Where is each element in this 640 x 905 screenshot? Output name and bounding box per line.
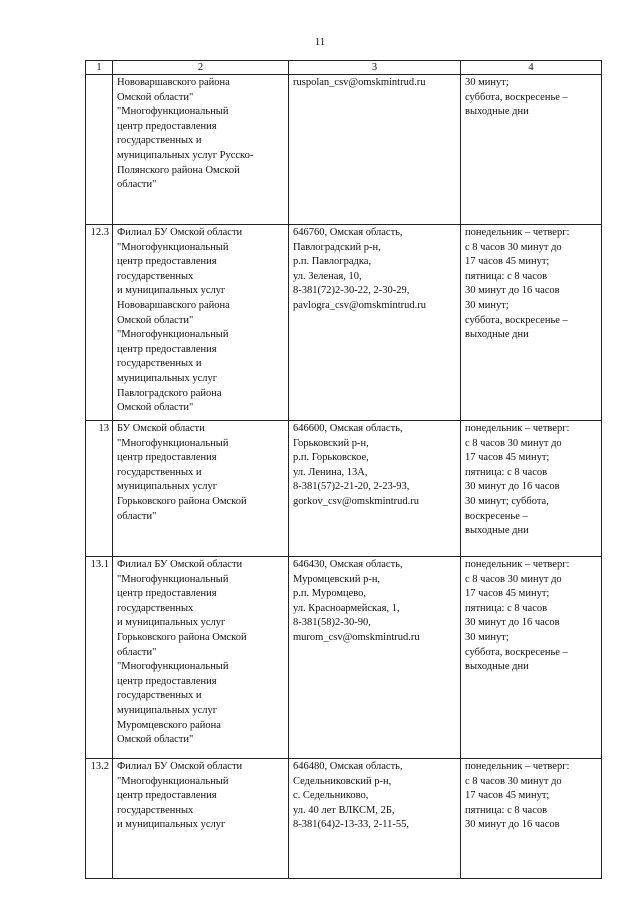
- organization-line: "Многофункциональный: [117, 106, 229, 118]
- hours-cell: [461, 225, 602, 421]
- contact-line: Муромцевский р-н,: [293, 573, 381, 585]
- hours-line: пятница: с 8 часов: [465, 270, 548, 282]
- organization-line: Муромцевского района: [117, 719, 221, 731]
- organization-line: Омской области": [117, 402, 194, 414]
- organization-line: государственных: [117, 602, 194, 614]
- organization-line: муниципальных услуг: [117, 704, 218, 716]
- hours-cell: [461, 75, 602, 225]
- contact-line: Седельниковский р-н,: [293, 775, 392, 787]
- row-number-cell: 12.3: [86, 225, 113, 421]
- organization-line: государственных и: [117, 135, 202, 147]
- hours-line: суббота, воскресенье –: [465, 91, 568, 103]
- organization-line: центр предоставления: [117, 790, 217, 802]
- organization-line: государственных и: [117, 358, 202, 370]
- contact-line: Горьковский р-н,: [293, 437, 369, 449]
- organization-line: Нововаршавского района: [117, 77, 230, 88]
- organization-line: Горьковского района Омской: [117, 495, 247, 507]
- contact-line: 8-381(64)2-13-33, 2-11-55,: [293, 819, 409, 831]
- hours-line: выходные дни: [465, 525, 529, 537]
- contact-line: ул. 40 лет ВЛКСМ, 2Б,: [293, 804, 395, 816]
- hours-line: понедельник – четверг:: [465, 423, 570, 434]
- header-row: [86, 61, 602, 75]
- organization-line: центр предоставления: [117, 343, 217, 355]
- organization-line: и муниципальных услуг: [117, 819, 226, 831]
- organization-line: БУ Омской области: [117, 423, 205, 434]
- table-row: [86, 225, 602, 421]
- organization-cell: [113, 421, 289, 557]
- row-number-cell: 13.1: [86, 557, 113, 759]
- contact-line: ruspolan_csv@omskmintrud.ru: [293, 77, 426, 88]
- contact-cell: [289, 421, 461, 557]
- contact-cell: [289, 759, 461, 879]
- organization-line: Омской области": [117, 734, 194, 746]
- contact-line: 646430, Омская область,: [293, 559, 403, 570]
- contact-line: 646600, Омская область,: [293, 423, 403, 434]
- services-table: [85, 60, 602, 879]
- organization-line: "Многофункциональный: [117, 437, 229, 449]
- organization-line: государственных: [117, 270, 194, 282]
- contact-line: 646480, Омская область,: [293, 761, 403, 772]
- contact-line: pavlogra_csv@omskmintrud.ru: [293, 299, 427, 311]
- hours-line: 30 минут;: [465, 299, 509, 311]
- hours-line: с 8 часов 30 минут до: [465, 573, 562, 585]
- organization-line: муниципальных услуг: [117, 372, 218, 384]
- hours-line: пятница: с 8 часов: [465, 466, 548, 478]
- hours-cell: [461, 759, 602, 879]
- row-number-cell: 13: [86, 421, 113, 557]
- contact-line: Павлоградский р-н,: [293, 241, 381, 253]
- hours-line: 17 часов 45 минут;: [465, 790, 550, 802]
- contact-line: 646760, Омская область,: [293, 227, 403, 238]
- organization-line: Нововаршавского района: [117, 299, 230, 311]
- organization-line: области": [117, 510, 157, 522]
- hours-line: суббота, воскресенье –: [465, 646, 568, 658]
- hours-line: понедельник – четверг:: [465, 761, 570, 772]
- hours-line: с 8 часов 30 минут до: [465, 437, 562, 449]
- hours-cell: [461, 421, 602, 557]
- contact-line: с. Седельниково,: [293, 790, 369, 802]
- hours-line: 30 минут;: [465, 77, 509, 88]
- organization-line: Филиал БУ Омской области: [117, 227, 243, 238]
- contact-line: ул. Зеленая, 10,: [293, 270, 362, 282]
- row-number-cell: [86, 75, 113, 225]
- hours-line: 30 минут до 16 часов: [465, 617, 560, 629]
- organization-line: центр предоставления: [117, 256, 217, 268]
- organization-line: области": [117, 646, 157, 658]
- organization-line: государственных и: [117, 690, 202, 702]
- organization-line: Горьковского района Омской: [117, 631, 247, 643]
- header-col-4: 4: [461, 61, 602, 75]
- hours-line: понедельник – четверг:: [465, 559, 570, 570]
- organization-line: Павлоградского района: [117, 387, 222, 399]
- organization-line: Омской области": [117, 314, 194, 326]
- hours-line: с 8 часов 30 минут до: [465, 775, 562, 787]
- hours-line: 17 часов 45 минут;: [465, 452, 550, 464]
- hours-line: выходные дни: [465, 661, 529, 673]
- contact-line: murom_csv@omskmintrud.ru: [293, 631, 420, 643]
- contact-line: ул. Красноармейская, 1,: [293, 602, 400, 614]
- hours-line: 30 минут; суббота,: [465, 495, 549, 507]
- organization-line: центр предоставления: [117, 675, 217, 687]
- organization-line: Полянского района Омской: [117, 164, 240, 176]
- contact-line: ул. Ленина, 13А,: [293, 466, 368, 478]
- organization-line: государственных: [117, 804, 194, 816]
- hours-line: пятница: с 8 часов: [465, 804, 548, 816]
- contact-line: gorkov_csv@omskmintrud.ru: [293, 495, 420, 507]
- hours-line: 30 минут;: [465, 631, 509, 643]
- organization-cell: [113, 557, 289, 759]
- organization-line: центр предоставления: [117, 120, 217, 132]
- hours-line: 30 минут до 16 часов: [465, 481, 560, 493]
- hours-line: понедельник – четверг:: [465, 227, 570, 238]
- hours-line: 17 часов 45 минут;: [465, 588, 550, 600]
- organization-line: Омской области": [117, 91, 194, 103]
- organization-line: "Многофункциональный: [117, 329, 229, 341]
- contact-cell: [289, 75, 461, 225]
- contact-line: 8-381(58)2-30-90,: [293, 617, 371, 629]
- contact-line: р.п. Муромцево,: [293, 588, 367, 600]
- hours-line: воскресенье –: [465, 510, 528, 522]
- organization-line: Филиал БУ Омской области: [117, 559, 243, 570]
- row-number-cell: 13.2: [86, 759, 113, 879]
- organization-cell: [113, 75, 289, 225]
- contact-cell: [289, 225, 461, 421]
- contact-cell: [289, 557, 461, 759]
- organization-line: и муниципальных услуг: [117, 285, 226, 297]
- table-row: [86, 557, 602, 759]
- organization-line: области": [117, 179, 157, 191]
- hours-line: с 8 часов 30 минут до: [465, 241, 562, 253]
- hours-line: суббота, воскресенье –: [465, 314, 568, 326]
- contact-line: р.п. Горьковское,: [293, 452, 369, 464]
- hours-line: выходные дни: [465, 106, 529, 118]
- hours-line: 30 минут до 16 часов: [465, 285, 560, 297]
- organization-line: государственных и: [117, 466, 202, 478]
- organization-line: центр предоставления: [117, 588, 217, 600]
- header-col-2: 2: [113, 61, 289, 75]
- organization-line: муниципальных услуг: [117, 481, 218, 493]
- table-row: [86, 759, 602, 879]
- organization-line: Филиал БУ Омской области: [117, 761, 243, 772]
- organization-cell: [113, 759, 289, 879]
- hours-line: 30 минут до 16 часов: [465, 819, 560, 831]
- contact-line: 8-381(72)2-30-22, 2-30-29,: [293, 285, 410, 297]
- contact-line: р.п. Павлоградка,: [293, 256, 372, 268]
- organization-line: и муниципальных услуг: [117, 617, 226, 629]
- organization-line: "Многофункциональный: [117, 661, 229, 673]
- table-row: [86, 75, 602, 225]
- organization-line: муниципальных услуг Русско-: [117, 149, 254, 161]
- organization-line: "Многофункциональный: [117, 241, 229, 253]
- hours-cell: [461, 557, 602, 759]
- organization-line: "Многофункциональный: [117, 573, 229, 585]
- hours-line: 17 часов 45 минут;: [465, 256, 550, 268]
- organization-line: "Многофункциональный: [117, 775, 229, 787]
- organization-cell: [113, 225, 289, 421]
- hours-line: пятница: с 8 часов: [465, 602, 548, 614]
- header-col-1: 1: [86, 61, 113, 75]
- contact-line: 8-381(57)2-21-20, 2-23-93,: [293, 481, 410, 493]
- page-number: 11: [314, 36, 326, 48]
- table-row: [86, 421, 602, 557]
- organization-line: центр предоставления: [117, 452, 217, 464]
- header-col-3: 3: [289, 61, 461, 75]
- hours-line: выходные дни: [465, 329, 529, 341]
